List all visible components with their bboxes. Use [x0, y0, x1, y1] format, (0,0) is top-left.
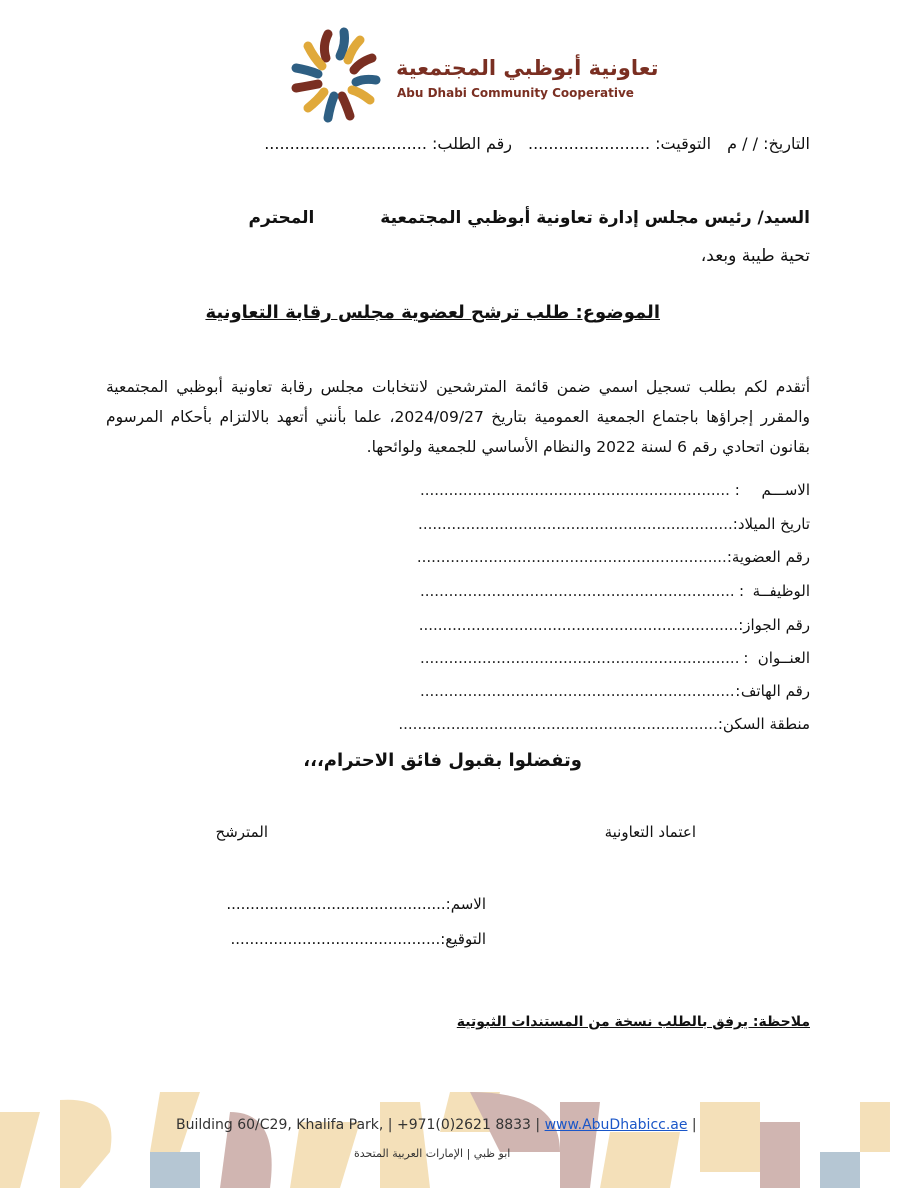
footer-address	[176, 1117, 697, 1133]
signature-sign-field[interactable]: التوقيع:............................................	[230, 930, 486, 948]
body-paragraph: أتقدم لكم بطلب تسجيل اسمي ضمن قائمة المترشحين لانتخابات مجلس رقابة تعاونية أبوظبي المجتمعية والمقرر إجراؤها باجتماع الجمعية العمومية بتاريخ 2024/09/27، علما بأنني أتعهد بالالتزام بأحكام المرسوم بقانون اتحادي رقم 6 لسنة 2022 والنظام الأساسي للجمعية ولوائحها.	[106, 378, 810, 456]
field-blank[interactable]: ..................................................................	[420, 682, 735, 700]
field-label: رقم الهاتف	[740, 682, 810, 700]
footer-address-text: Building 60/C29, Khalifa Park, | +971(0)2621 8833 |	[176, 1117, 545, 1133]
field-blank[interactable]: .................................................................	[416, 548, 727, 566]
field-passport-number[interactable]: رقم الجواز : ...................................................................	[418, 616, 810, 634]
field-label: تاريخ الميلاد	[737, 515, 810, 533]
greeting: تحية طيبة وبعد،	[700, 246, 810, 266]
footer-pattern-icon	[0, 1092, 918, 1188]
field-label: منطقة السكن	[722, 715, 810, 733]
field-blank[interactable]: ...................................................................	[420, 649, 740, 667]
logo-name-arabic: تعاونية أبوظبي المجتمعية	[396, 56, 659, 80]
footer-pattern	[0, 1092, 918, 1188]
header-line	[264, 134, 810, 153]
field-label: العنــوان	[757, 649, 810, 667]
time-label: التوقيت: ........................	[527, 134, 712, 153]
addressee-line: السيد/ رئيس مجلس إدارة تعاونية أبوظبي المجتمعية	[380, 208, 810, 228]
footer-tail: |	[687, 1117, 697, 1133]
field-phone-number[interactable]: رقم الهاتف : ..................................................................	[420, 682, 810, 700]
field-label: الاســـم	[761, 481, 810, 499]
field-occupation[interactable]: الوظيفــة : ..................................................................	[420, 582, 810, 600]
request-number-label: رقم الطلب: ................................	[264, 134, 512, 153]
footer-address-arabic: ابو ظبي | الإمارات العربية المتحدة	[354, 1147, 511, 1160]
field-blank[interactable]: .................................................................	[420, 481, 730, 499]
field-label: الوظيفــة	[752, 582, 810, 600]
field-residence-area[interactable]: منطقة السكن : ...................................................................	[398, 715, 810, 733]
field-blank[interactable]: ...................................................................	[398, 715, 718, 733]
field-blank[interactable]: ..................................................................	[418, 515, 733, 533]
field-birth-date[interactable]: تاريخ الميلاد : ..................................................................	[418, 515, 810, 533]
website-link[interactable]: www.AbuDhabicc.ae	[544, 1117, 688, 1133]
logo-mark-icon	[284, 28, 394, 124]
closing-line: وتفضلوا بقبول فائق الاحترام،،،	[303, 750, 582, 771]
logo-name-english: Abu Dhabi Community Cooperative	[397, 86, 634, 100]
cooperative-approval-label: اعتماد التعاونية	[604, 823, 696, 841]
field-blank[interactable]: ...................................................................	[418, 616, 739, 634]
field-name[interactable]: الاســـم : .................................................................	[420, 481, 810, 499]
candidate-label: المترشح	[215, 823, 268, 841]
field-label: رقم الجواز	[743, 616, 810, 634]
addressee-honorific: المحترم	[248, 208, 315, 228]
subject-line: الموضوع: طلب ترشح لعضوية مجلس رقابة التعاونية	[205, 302, 660, 323]
note: ملاحظة: يرفق بالطلب نسخة من المستندات الثبوتية	[456, 1014, 810, 1030]
field-address[interactable]: العنــوان : ...................................................................	[420, 649, 810, 667]
signature-name-field[interactable]: الاسم:..............................................	[226, 895, 486, 913]
field-membership-number[interactable]: رقم العضوية : .................................................................	[416, 548, 810, 566]
addressee	[249, 208, 810, 228]
field-label: رقم العضوية	[731, 548, 810, 566]
field-blank[interactable]: ..................................................................	[420, 582, 735, 600]
date-label: التاريخ: / / م	[727, 134, 810, 153]
